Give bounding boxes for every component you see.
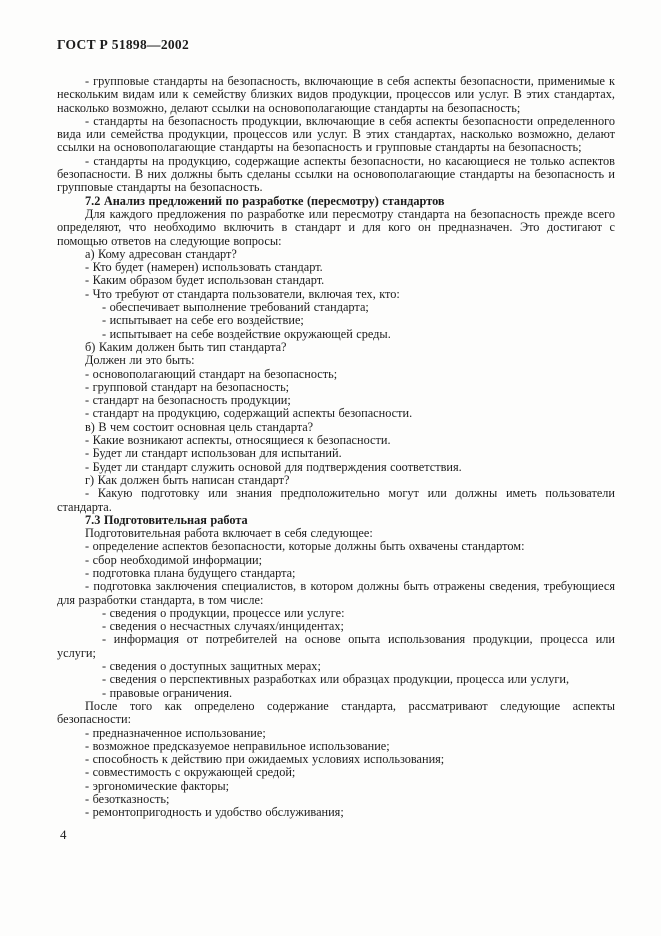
- list-item: - групповой стандарт на безопасность;: [85, 379, 290, 394]
- list-item: - стандарт на безопасность продукции;: [85, 393, 291, 408]
- list-item: - Будет ли стандарт использован для испытаний.: [85, 446, 342, 461]
- list-item: - стандарты на продукцию, содержащие аспекты безопасности, но касающиеся не только аспектов безопасности. В них должны быть сделаны ссылки на основополагающие стандарты на безопасность и групповые стандарты на безопасность.: [57, 153, 615, 195]
- list-item: - сведения о перспективных разработках или образцах продукции, процесса или услуги,: [102, 672, 570, 687]
- page-number: 4: [60, 827, 67, 842]
- list-item: - Кто будет (намерен) использовать стандарт.: [85, 260, 323, 275]
- list-item: - сведения о продукции, процессе или услуге:: [102, 605, 345, 620]
- paragraph: Должен ли это быть:: [85, 353, 195, 368]
- question-item: г) Как должен быть написан стандарт?: [85, 472, 290, 487]
- paragraph: Подготовительная работа включает в себя следующее:: [85, 526, 373, 541]
- list-item: - Каким образом будет использован стандарт.: [85, 273, 325, 288]
- list-item: - Будет ли стандарт служить основой для подтверждения соответствия.: [85, 459, 462, 474]
- list-item: - Какую подготовку или знания предположительно могут или должны иметь пользователи стандарта.: [57, 486, 615, 514]
- list-item: - ремонтопригодность и удобство обслуживания;: [85, 805, 344, 820]
- list-item: - эргономические факторы;: [85, 778, 230, 793]
- paragraph: Для каждого предложения по разработке или пересмотру стандарта на безопасность прежде всего определяют, что необходимо включить в стандарт и для кого он предназначен. Это достигают с помощью ответов на следующие вопросы:: [57, 206, 615, 248]
- question-item: а) Кому адресован стандарт?: [85, 246, 237, 261]
- list-item: - подготовка плана будущего стандарта;: [85, 565, 296, 580]
- list-item: - безотказность;: [85, 792, 170, 807]
- question-item: в) В чем состоит основная цель стандарта?: [85, 419, 314, 434]
- list-item: - Что требуют от стандарта пользователи, включая тех, кто:: [85, 286, 400, 301]
- list-item: - информация от потребителей на основе опыта использования продукции, процесса или услуги;: [57, 632, 615, 660]
- list-item: - основополагающий стандарт на безопасность;: [85, 366, 338, 381]
- list-item: - испытывает на себе воздействие окружающей среды.: [102, 326, 391, 341]
- section-heading: 7.2 Анализ предложений по разработке (пересмотру) стандартов: [85, 193, 445, 208]
- document-number: ГОСТ Р 51898—2002: [57, 37, 190, 52]
- list-item: - правовые ограничения.: [102, 685, 233, 700]
- list-item: - сбор необходимой информации;: [85, 552, 263, 567]
- list-item: - определение аспектов безопасности, которые должны быть охвачены стандартом:: [85, 539, 525, 554]
- paragraph: После того как определено содержание стандарта, рассматривают следующие аспекты безопасности:: [57, 698, 615, 727]
- question-item: б) Каким должен быть тип стандарта?: [85, 339, 287, 354]
- section-heading: 7.3 Подготовительная работа: [85, 512, 248, 527]
- list-item: - испытывает на себе его воздействие;: [102, 313, 304, 328]
- list-item: - совместимость с окружающей средой;: [85, 765, 296, 780]
- list-item: - сведения о несчастных случаях/инцидентах;: [102, 619, 344, 634]
- list-item: - сведения о доступных защитных мерах;: [102, 659, 321, 674]
- list-item: - обеспечивает выполнение требований стандарта;: [102, 300, 369, 315]
- list-item: - возможное предсказуемое неправильное использование;: [85, 738, 390, 753]
- list-item: - групповые стандарты на безопасность, включающие в себя аспекты безопасности, применимые к нескольким видам или к семейству близких видов продукции, процессов или услуг. В этих стандартах, насколько возможно, делают ссылки на основополагающие стандарты на безопасность;: [57, 74, 615, 115]
- list-item: - подготовка заключения специалистов, в котором должны быть отражены сведения, требующиеся для разработки стандарта, в том числе:: [57, 579, 615, 607]
- list-item: - стандарт на продукцию, содержащий аспекты безопасности.: [85, 406, 413, 421]
- list-item: - стандарты на безопасность продукции, включающие в себя аспекты безопасности определенного вида или семейства продукции, процессов или услуг. В этих стандартах, насколько возможно, делают ссылки на основополагающие стандарты на безопасность и групповые стандарты на безопасность;: [57, 113, 615, 155]
- list-item: - Какие возникают аспекты, относящиеся к безопасности.: [85, 433, 391, 448]
- list-item: - предназначенное использование;: [85, 725, 266, 740]
- list-item: - способность к действию при ожидаемых условиях использования;: [85, 752, 445, 767]
- document-body: [57, 75, 615, 820]
